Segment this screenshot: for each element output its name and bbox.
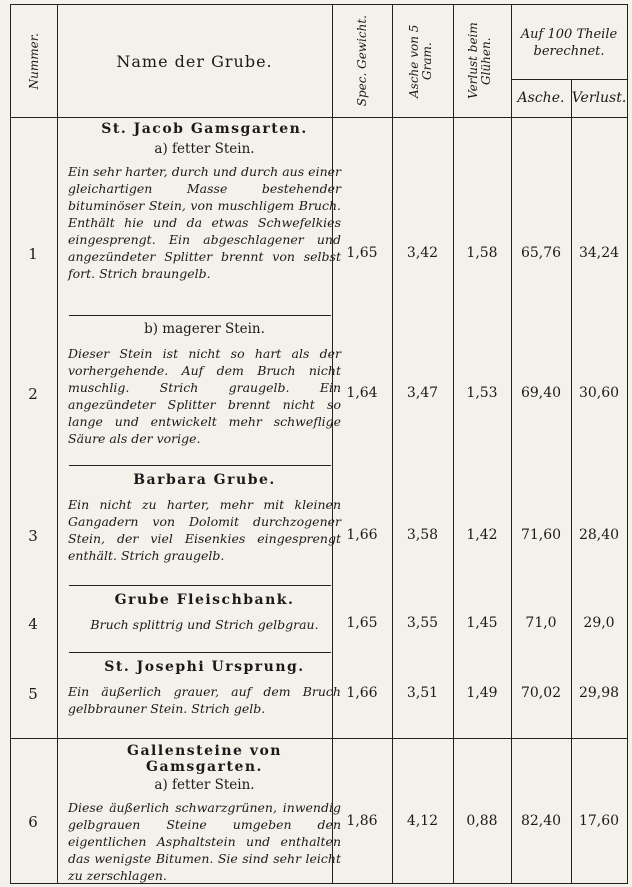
separator — [69, 315, 331, 316]
mine-block — [68, 659, 341, 717]
header-per100: Auf 100 Theile berechnet. — [520, 27, 618, 59]
cell-ash: 3,42 — [406, 245, 439, 261]
mine-block — [68, 121, 341, 282]
cell-ash-pct: 71,0 — [525, 615, 557, 631]
mine-block — [68, 743, 341, 884]
separator — [69, 465, 331, 466]
mine-title: St. Jacob Gamsgarten. — [101, 121, 308, 137]
variety-label: a) fetter Stein. — [154, 141, 255, 157]
mine-block — [68, 472, 341, 564]
cell-loss-pct: 28,40 — [578, 527, 620, 543]
col-line — [57, 5, 58, 883]
cell-loss: 1,45 — [466, 615, 498, 631]
separator — [69, 652, 331, 653]
cell-ash-pct: 65,76 — [520, 245, 562, 261]
row-number: 5 — [28, 685, 38, 703]
cell-loss: 1,49 — [466, 685, 498, 701]
cell-loss-pct: 29,98 — [578, 685, 620, 701]
mine-block — [68, 592, 341, 633]
cell-loss-pct: 29,0 — [583, 615, 615, 631]
cell-ash: 4,12 — [406, 813, 439, 829]
header-loss-pct: Verlust. — [571, 90, 627, 106]
row-description: Ein nicht zu harter, mehr mit kleinen Gangadern von Dolomit durchzogener Stein, der viel Eisenkies eingesprengt enthält. Strich graugelb. — [68, 497, 341, 563]
cell-gravity: 1,66 — [346, 527, 378, 543]
mine-title: Grube Fleischbank. — [114, 592, 295, 608]
cell-loss: 1,58 — [466, 245, 498, 261]
cell-loss-pct: 17,60 — [578, 813, 620, 829]
cell-loss: 1,53 — [466, 385, 498, 401]
separator — [69, 585, 331, 586]
header-ash-pct: Asche. — [517, 90, 565, 106]
col-line — [392, 5, 393, 883]
col-line — [571, 79, 572, 883]
cell-ash-pct: 82,40 — [520, 813, 562, 829]
analysis-table — [10, 4, 628, 884]
cell-gravity: 1,86 — [346, 813, 378, 829]
row-number: 6 — [28, 813, 38, 831]
variety-label: b) magerer Stein. — [144, 321, 265, 337]
col-line — [511, 5, 512, 883]
variety-block — [68, 321, 341, 447]
row-number: 1 — [28, 245, 38, 263]
row-description: Bruch splittrig und Strich gelbgrau. — [90, 617, 319, 632]
cell-ash: 3,51 — [406, 685, 439, 701]
cell-loss: 0,88 — [466, 813, 498, 829]
cell-gravity: 1,65 — [346, 245, 378, 261]
variety-label: a) fetter Stein. — [154, 777, 255, 793]
section-line — [11, 738, 627, 739]
cell-gravity: 1,65 — [346, 615, 378, 631]
cell-ash: 3,55 — [406, 615, 439, 631]
header-loss: Verlust beim Glühen. — [466, 22, 493, 100]
header-number: Nummer. — [26, 32, 41, 90]
cell-loss-pct: 34,24 — [578, 245, 620, 261]
cell-loss-pct: 30,60 — [578, 385, 620, 401]
row-number: 3 — [28, 527, 38, 545]
row-description: Dieser Stein ist nicht so hart als der vorhergehende. Auf dem Bruch nicht muschlig. Strich graugelb. Ein angezündeter Splitter brennt nicht so lange und entwickelt mehr schweflige Säure als der vorige. — [68, 346, 341, 446]
header-ash: Asche von 5 Gram. — [406, 24, 434, 98]
cell-ash-pct: 71,60 — [520, 527, 562, 543]
cell-loss: 1,42 — [466, 527, 498, 543]
row-number: 4 — [28, 615, 38, 633]
cell-gravity: 1,64 — [346, 385, 378, 401]
row-description: Ein äußerlich grauer, auf dem Bruch gelbbrauner Stein. Strich gelb. — [68, 684, 341, 716]
mine-title: Barbara Grube. — [133, 472, 276, 488]
header-name: Name der Grube. — [116, 51, 273, 71]
cell-ash-pct: 70,02 — [520, 685, 562, 701]
row-description: Diese äußerlich schwarzgrünen, inwendig gelbgrauen Steine umgeben den eigentlichen Asphaltstein und enthalten das wenigste Bitumen. Sie sind sehr leicht zu zerschlagen. — [68, 800, 341, 883]
col-line — [453, 5, 454, 883]
row-description: Ein sehr harter, durch und durch aus einer gleichartigen Masse bestehender bituminöser Stein, von muschligem Bruch. Enthält hie und da etwas Schwefelkies eingesprengt. Ein abgeschlagener und angezündeter Splitter brennt von selbst fort. Strich braungelb. — [68, 164, 341, 281]
mine-title: St. Josephi Ursprung. — [104, 659, 305, 675]
header-line — [11, 117, 627, 118]
cell-ash-pct: 69,40 — [520, 385, 562, 401]
header-gravity: Spec. Gewicht. — [354, 15, 369, 107]
cell-gravity: 1,66 — [346, 685, 378, 701]
cell-ash: 3,58 — [406, 527, 439, 543]
row-number: 2 — [28, 385, 38, 403]
cell-ash: 3,47 — [406, 385, 439, 401]
mine-title: Gallensteine von Gamsgarten. — [127, 743, 282, 775]
